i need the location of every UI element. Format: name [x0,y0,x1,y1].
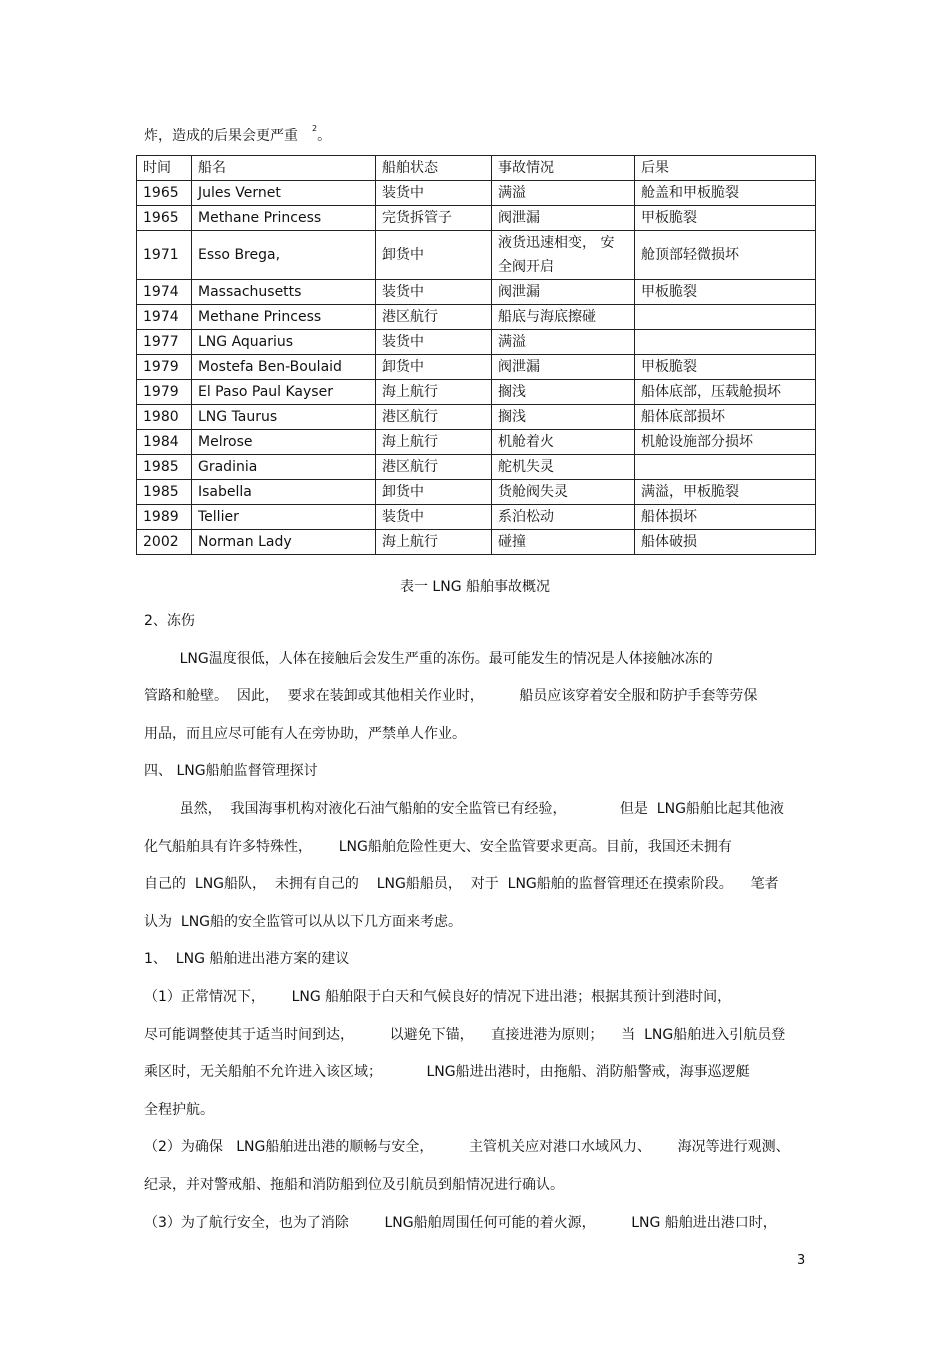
table-caption: 表一 LNG 船舶事故概况 [399,579,551,595]
cell-accident: 搁浅 [492,405,635,430]
paragraph-line: （2）为确保 LNG船舶进出港的顺畅与安全， 主管机关应对港口水域风力、 海况等进行观测、 [144,1139,790,1156]
cell-consequence: 甲板脆裂 [635,206,816,231]
paragraph-line: 用品，而且应尽可能有人在旁协助，严禁单人作业。 [144,725,466,742]
paragraph-line: 自己的 LNG船队， 未拥有自己的 LNG船船员， 对于 LNG船舶的监督管理还在摸索阶段。 笔者 [144,876,779,893]
header-time: 时间 [137,156,192,181]
cell-consequence: 甲板脆裂 [635,280,816,305]
paragraph-line: 管路和舱壁。 因此， 要求在装卸或其他相关作业时， 船员应该穿着安全服和防护手套等劳保 [144,688,758,705]
cell-accident: 舵机失灵 [492,455,635,480]
cell-time: 1965 [137,206,192,231]
cell-time: 1977 [137,330,192,355]
paragraph-line: （3）为了航行安全，也为了消除 LNG船舶周围任何可能的着火源， LNG 船舶进出港口时， [144,1214,777,1231]
paragraph-line: 化气船舶具有许多特殊性， LNG船舶危险性更大、安全监管要求更高。目前，我国还未拥有 [144,838,732,855]
table-row [137,455,816,480]
cell-time: 1979 [137,380,192,405]
cell-time: 1971 [137,231,192,280]
table-row [137,355,816,380]
cell-ship-name: Jules Vernet [192,181,376,206]
header-ship-status: 船舶状态 [376,156,492,181]
cell-time: 1989 [137,505,192,530]
table-row [137,505,816,530]
cell-accident: 碰撞 [492,530,635,555]
cell-ship-status: 海上航行 [376,430,492,455]
cell-time: 1965 [137,181,192,206]
cell-ship-name: Massachusetts [192,280,376,305]
cell-accident: 阀泄漏 [492,280,635,305]
cell-ship-name: Methane Princess [192,305,376,330]
cell-ship-name: Melrose [192,430,376,455]
subsection-heading-port-entry: 1、 LNG 船舶进出港方案的建议 [144,951,350,968]
section-heading-frostbite: 2、冻伤 [144,613,195,629]
cell-ship-status: 装货中 [376,181,492,206]
cell-ship-status: 港区航行 [376,405,492,430]
cell-ship-status: 完货拆管子 [376,206,492,231]
cell-time: 1985 [137,455,192,480]
paragraph-line: LNG温度很低，人体在接触后会发生严重的冻伤。最可能发生的情况是人体接触冰冻的 [144,650,713,667]
cell-time: 1984 [137,430,192,455]
cell-consequence: 机舱设施部分损坏 [635,430,816,455]
cell-ship-name: Mostefa Ben-Boulaid [192,355,376,380]
cell-consequence: 船体底部损坏 [635,405,816,430]
cell-accident: 系泊松动 [492,505,635,530]
table-row [137,530,816,555]
cell-accident: 阀泄漏 [492,206,635,231]
cell-ship-name: LNG Taurus [192,405,376,430]
cell-time: 2002 [137,530,192,555]
cell-consequence: 船体破损 [635,530,816,555]
table-row [137,330,816,355]
cell-time: 1980 [137,405,192,430]
section-heading-supervision: 四、 LNG船舶监督管理探讨 [144,763,318,780]
cell-time: 1974 [137,280,192,305]
cell-ship-status: 港区航行 [376,455,492,480]
footnote-ref: 2 [312,124,318,133]
cell-consequence: 船体底部，压载舱损坏 [635,380,816,405]
cell-ship-status: 装货中 [376,330,492,355]
intro-text: 炸，造成的后果会更严重 [144,128,298,144]
cell-accident: 阀泄漏 [492,355,635,380]
header-accident: 事故情况 [492,156,635,181]
intro-tail: 。 [317,128,332,144]
paragraph-line: 全程护航。 [144,1101,214,1118]
cell-ship-status: 港区航行 [376,305,492,330]
table-row [137,305,816,330]
table-row [137,231,816,280]
cell-accident: 货舱阀失灵 [492,480,635,505]
cell-accident: 机舱着火 [492,430,635,455]
cell-ship-name: El Paso Paul Kayser [192,380,376,405]
table-row [137,380,816,405]
accident-table [136,155,816,555]
cell-ship-name: Esso Brega, [192,231,376,280]
paragraph-line: 乘区时，无关船舶不允许进入该区域； LNG船进出港时，由拖船、消防船警戒，海事巡逻艇 [144,1064,750,1081]
cell-accident: 搁浅 [492,380,635,405]
paragraph-line: 纪录，并对警戒船、拖船和消防船到位及引航员到船情况进行确认。 [144,1176,564,1193]
cell-consequence: 舱顶部轻微损坏 [635,231,816,280]
header-consequence: 后果 [635,156,816,181]
paragraph-line: 尽可能调整使其于适当时间到达， 以避免下锚， 直接进港为原则； 当 LNG船舶进入引航员登 [144,1026,786,1043]
cell-ship-status: 卸货中 [376,355,492,380]
paragraph-line: 认为 LNG船的安全监管可以从以下几方面来考虑。 [144,913,463,930]
table-row [137,181,816,206]
cell-time: 1979 [137,355,192,380]
cell-consequence: 甲板脆裂 [635,355,816,380]
cell-time: 1985 [137,480,192,505]
cell-accident: 液货迅速相变， 安全阀开启 [492,231,635,280]
cell-ship-status: 海上航行 [376,380,492,405]
header-ship-name: 船名 [192,156,376,181]
body-text [144,603,814,1242]
cell-ship-name: Gradinia [192,455,376,480]
cell-accident: 满溢 [492,330,635,355]
cell-time: 1974 [137,305,192,330]
cell-ship-status: 装货中 [376,505,492,530]
table-row [137,430,816,455]
cell-consequence: 舱盖和甲板脆裂 [635,181,816,206]
cell-consequence [635,455,816,480]
table-row [137,206,816,231]
cell-consequence [635,330,816,355]
cell-consequence [635,305,816,330]
cell-accident: 满溢 [492,181,635,206]
paragraph-line: 虽然， 我国海事机构对液化石油气船舶的安全监管已有经验， 但是 LNG船舶比起其他液 [144,800,784,817]
cell-ship-status: 卸货中 [376,480,492,505]
cell-ship-name: Norman Lady [192,530,376,555]
table-header-row [137,156,816,181]
cell-ship-status: 卸货中 [376,231,492,280]
cell-ship-name: Methane Princess [192,206,376,231]
cell-ship-name: Tellier [192,505,376,530]
cell-consequence: 船体损坏 [635,505,816,530]
cell-ship-status: 海上航行 [376,530,492,555]
cell-ship-status: 装货中 [376,280,492,305]
cell-accident: 船底与海底擦碰 [492,305,635,330]
table-row [137,280,816,305]
cell-ship-name: Isabella [192,480,376,505]
table-row [137,405,816,430]
cell-ship-name: LNG Aquarius [192,330,376,355]
table-row [137,480,816,505]
intro-line [144,124,331,145]
paragraph-line: （1）正常情况下， LNG 船舶限于白天和气候良好的情况下进出港；根据其预计到港时间， [144,988,732,1005]
cell-consequence: 满溢，甲板脆裂 [635,480,816,505]
page-number: 3 [797,1253,806,1268]
